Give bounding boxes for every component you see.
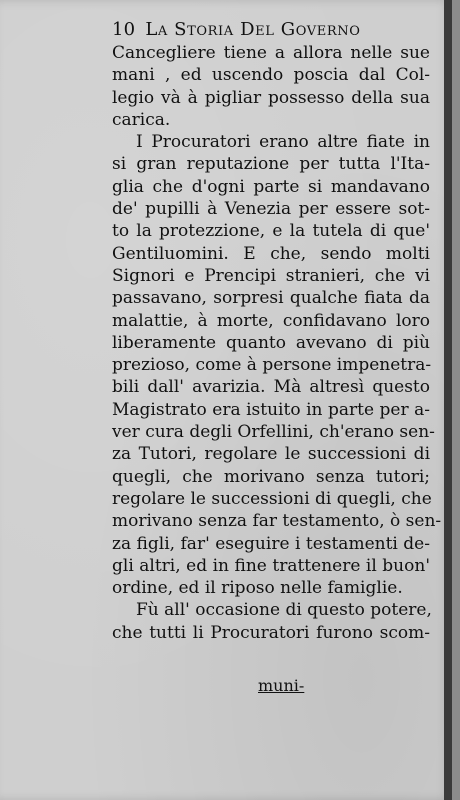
text-line: regolare le successioni di quegli, che <box>112 488 432 509</box>
text-line: za figli, far' eseguire i testamenti de- <box>112 533 430 554</box>
text-line: ver cura degli Orfellini, ch'erano sen- <box>112 422 435 443</box>
text-line: Signori e Prencipi stranieri, che vi <box>112 265 430 286</box>
text-line: legio và à pigliar possesso della sua <box>112 87 430 108</box>
text-line: Magistrato era istuito in parte per a- <box>112 399 430 420</box>
text-line: to la protezzione, e la tutela di que' <box>112 221 430 242</box>
text-line: liberamente quanto avevano di più <box>112 332 430 353</box>
text-line: morivano senza far testamento, ò sen- <box>112 511 442 532</box>
text-line: za Tutori, regolare le successioni di <box>112 444 430 465</box>
text-line: si gran reputazione per tutta l'Ita- <box>112 154 430 175</box>
text-line: mani , ed uscendo poscia dal Col- <box>112 65 430 86</box>
text-line: malattie, à morte, confidavano loro <box>112 310 430 331</box>
paragraph-start-line: Fù all' occasione di questo potere, <box>136 600 432 621</box>
text-line: bili dall' avarizia. Mà altresì questo <box>112 377 430 398</box>
catchword: muni- <box>258 676 305 695</box>
text-line: carica. <box>112 109 171 130</box>
text-line: ordine, ed il riposo nelle famiglie. <box>112 578 403 599</box>
page-edge-shadow <box>444 0 452 800</box>
text-line: che tutti li Procuratori furono scom- <box>112 622 430 643</box>
running-title: La Storia Del Governo <box>145 19 361 40</box>
text-line: gli altri, ed in fine trattenere il buon' <box>112 555 430 576</box>
page-number: 10 <box>112 19 136 40</box>
text-line: glia che d'ogni parte si mandavano <box>112 176 430 197</box>
text-line: Gentiluomini. E che, sendo molti <box>112 243 430 264</box>
text-line: prezioso, come à persone impenetra- <box>112 355 432 376</box>
paragraph-start-line: I Procuratori erano altre fiate in <box>136 132 430 153</box>
text-line: passavano, sorpresi qualche fiata da <box>112 288 430 309</box>
text-line: quegli, che morivano senza tutori; <box>112 466 430 487</box>
text-block <box>112 18 442 644</box>
text-line: Cancegliere tiene a allora nelle sue <box>112 43 430 63</box>
running-head <box>112 18 430 42</box>
text-line: de' pupilli à Venezia per essere sot- <box>112 199 430 220</box>
